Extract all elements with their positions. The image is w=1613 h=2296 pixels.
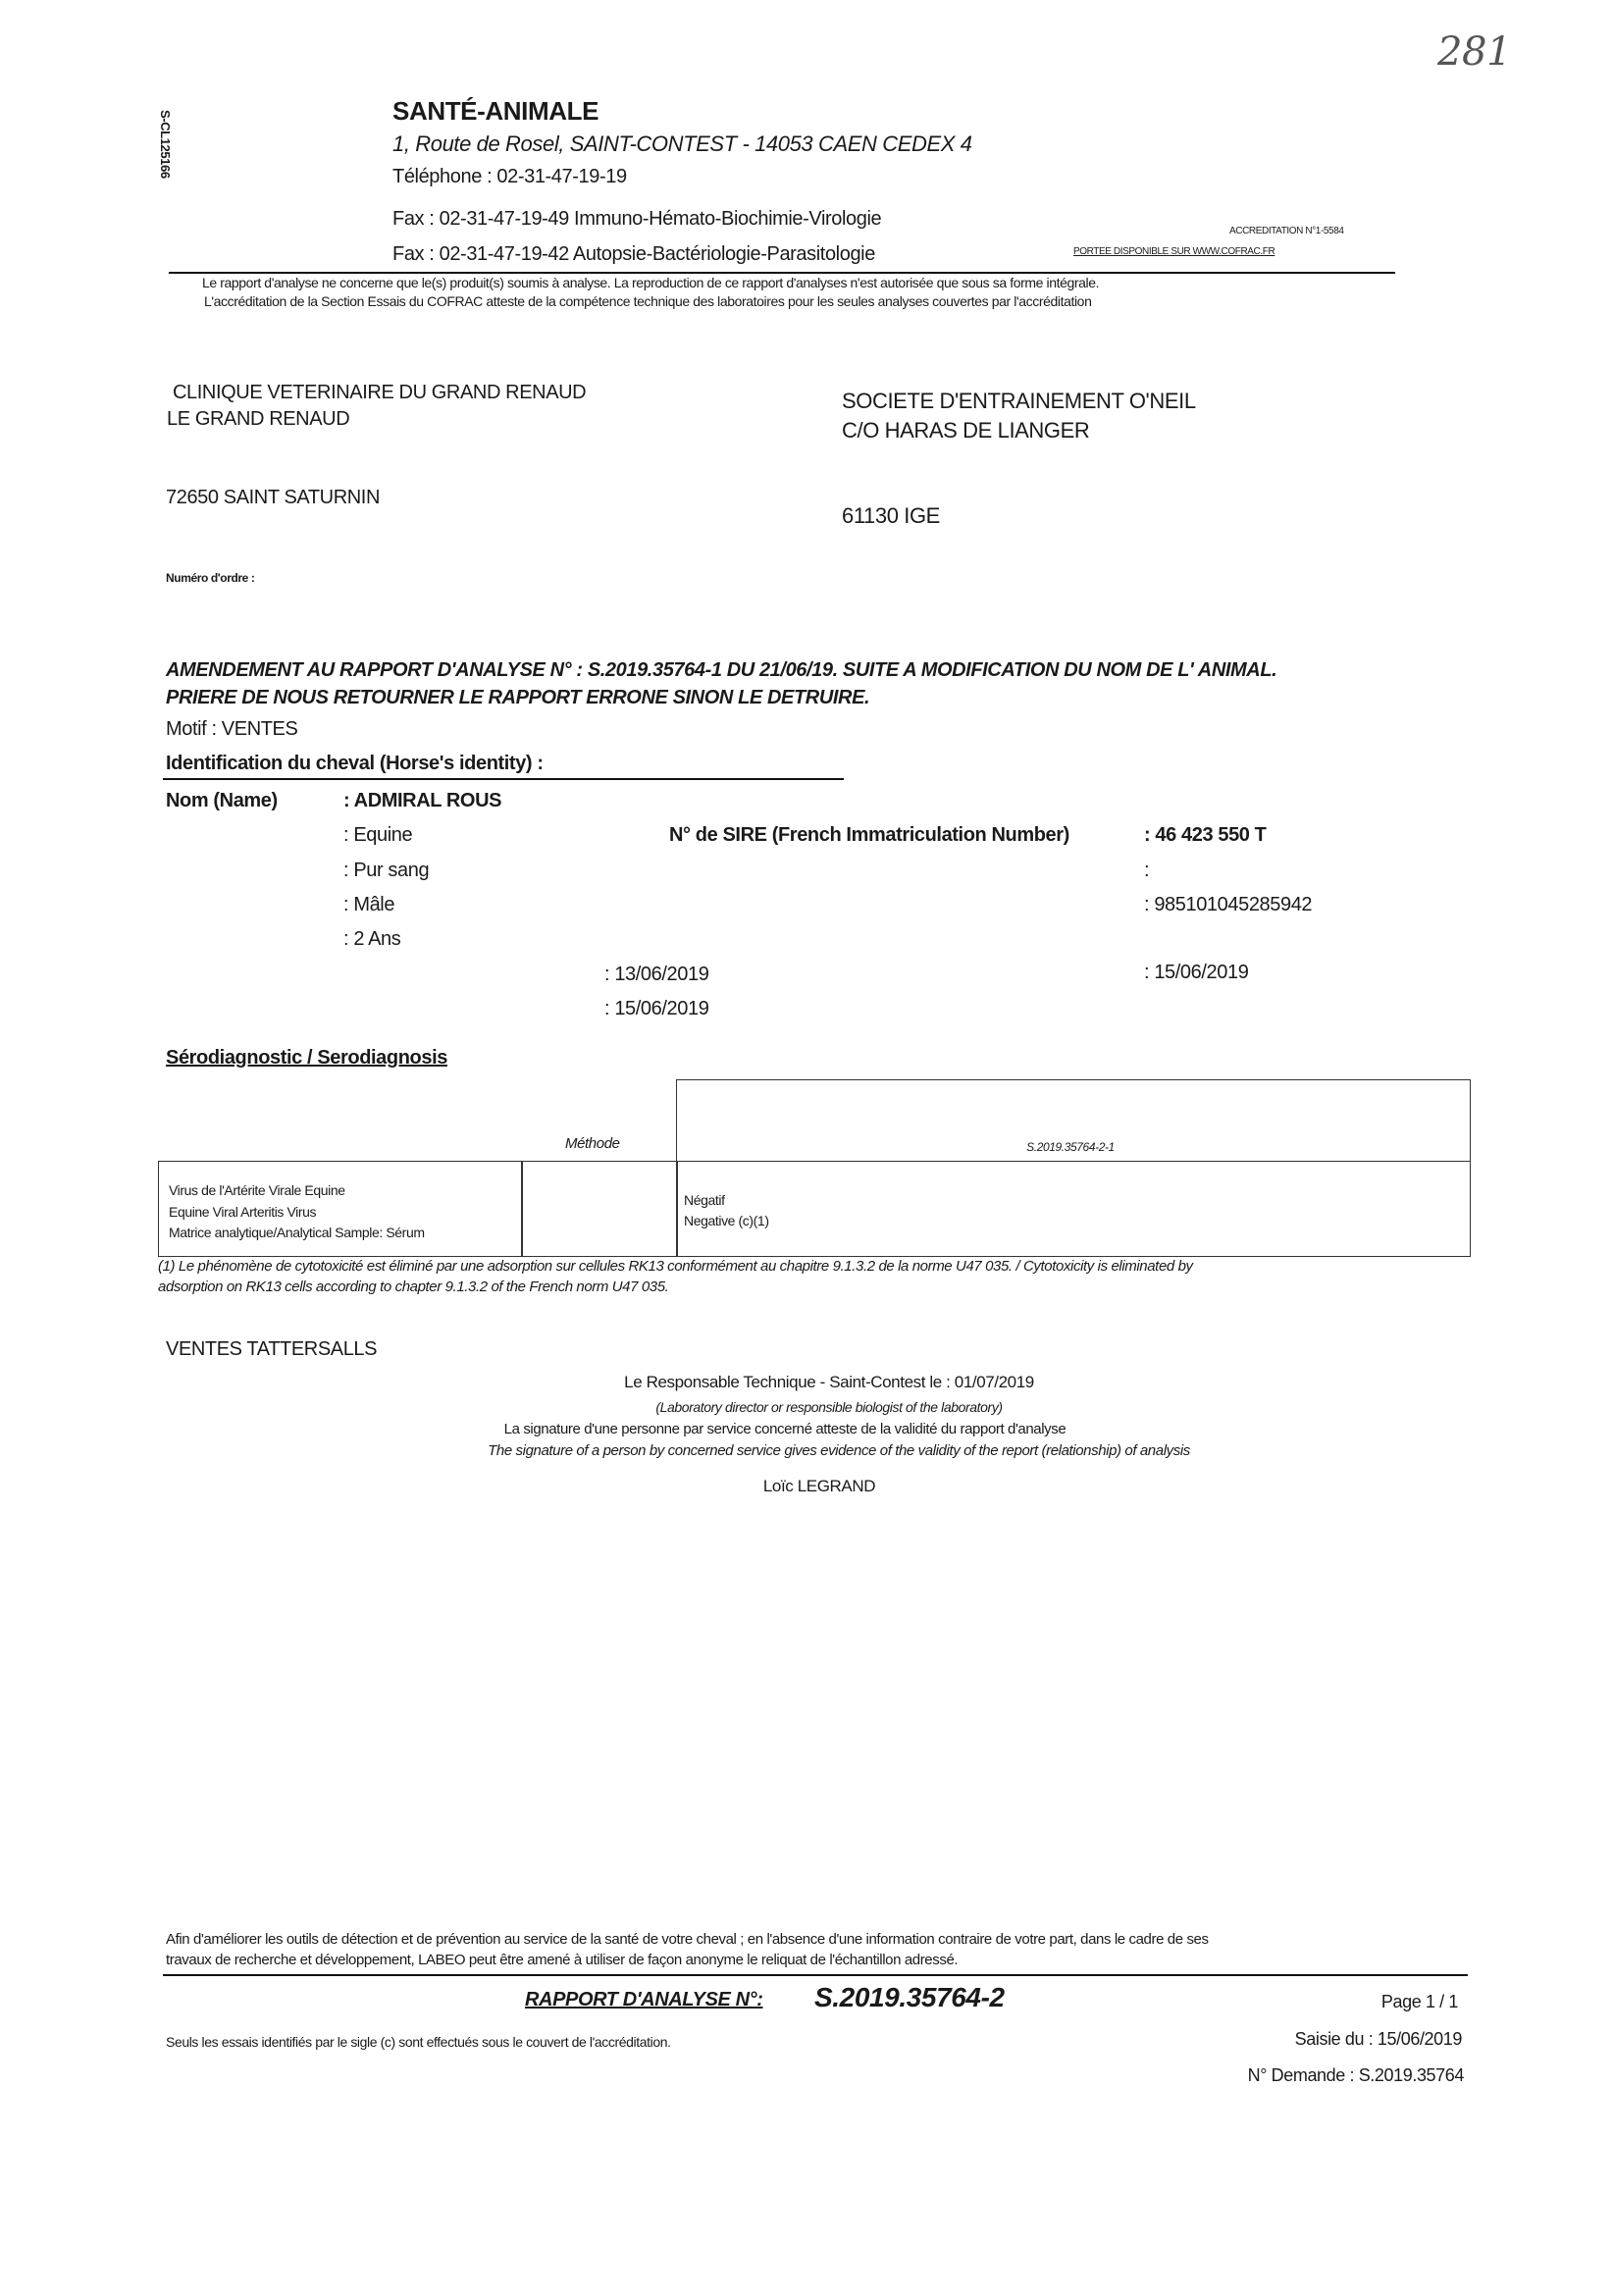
- footnote-line: (1) Le phénomène de cytotoxicité est éliminé par une adsorption sur cellules RK13 conformément au chapitre 9.1.3.2 de la norme U47 035. / Cytotoxicity is eliminated by: [158, 1258, 1193, 1275]
- sender-line-2: LE GRAND RENAUD: [167, 408, 350, 430]
- sender-line-1: CLINIQUE VETERINAIRE DU GRAND RENAUD: [173, 382, 587, 403]
- chip-number: : 985101045285942: [1144, 894, 1313, 915]
- report-label: RAPPORT D'ANALYSE N°:: [525, 1989, 763, 2010]
- breed-value: : Pur sang: [343, 860, 430, 881]
- signature-line-1: Le Responsable Technique - Saint-Contest le : 01/07/2019: [624, 1373, 1034, 1391]
- page-number: Page 1 / 1: [1380, 1992, 1458, 2011]
- signature-line-2: (Laboratory director or responsible biologist of the laboratory): [655, 1399, 1003, 1415]
- report-number: S.2019.35764-2: [814, 1982, 1005, 2012]
- lab-address: 1, Route de Rosel, SAINT-CONTEST - 14053 CAEN CEDEX 4: [392, 131, 972, 156]
- request-number: N° Demande : S.2019.35764: [1247, 2065, 1464, 2085]
- sender-city: 72650 SAINT SATURNIN: [166, 487, 381, 508]
- recipient-city: 61130 IGE: [842, 503, 940, 528]
- handwritten-page-mark: 281: [1437, 29, 1512, 75]
- date-value: : 13/06/2019: [604, 964, 709, 985]
- identity-heading: Identification du cheval (Horse's identity) :: [166, 753, 544, 774]
- result-line: Negative (c)(1): [684, 1213, 769, 1228]
- serology-heading: Sérodiagnostic / Serodiagnosis: [166, 1047, 447, 1069]
- name-label: Nom (Name): [166, 790, 278, 811]
- footer-notice-line: travaux de recherche et développement, LABEO peut être amené à utiliser de façon anonyme le reliquat de l'échantillon adressé.: [166, 1952, 959, 1968]
- result-cell: [676, 1161, 1471, 1257]
- sex-value: : Mâle: [343, 894, 395, 915]
- footnote-line: adsorption on RK13 cells according to chapter 9.1.3.2 of the French norm U47 035.: [158, 1278, 669, 1295]
- motif: Motif : VENTES: [166, 718, 298, 740]
- signature-line-4: The signature of a person by concerned service gives evidence of the validity of the report (relationship) of analysis: [488, 1442, 1190, 1459]
- saisie-date: Saisie du : 15/06/2019: [1294, 2029, 1462, 2049]
- footer-divider: [163, 1974, 1468, 1976]
- disclaimer-line: Le rapport d'analyse ne concerne que le(s) produit(s) soumis à analyse. La reproduction de ce rapport d'analyses n'est autorisée que sous sa forme intégrale.: [202, 275, 1100, 290]
- analyte-line: Matrice analytique/Analytical Sample: Sérum: [169, 1225, 425, 1240]
- identity-divider: [163, 778, 844, 780]
- header-divider: [169, 272, 1395, 274]
- age-value: : 2 Ans: [343, 928, 401, 950]
- date-right-value: : 15/06/2019: [1144, 962, 1249, 983]
- breed-right-value: :: [1144, 860, 1150, 881]
- lab-fax-2: Fax : 02-31-47-19-42 Autopsie-Bactériologie-Parasitologie: [392, 243, 875, 265]
- amendment-line-1: AMENDEMENT AU RAPPORT D'ANALYSE N° : S.2019.35764-1 DU 21/06/19. SUITE A MODIFICATION DU NOM DE L' ANIMAL.: [166, 659, 1277, 681]
- signatory-name: Loïc LEGRAND: [762, 1477, 876, 1495]
- disclaimer-line: L'accréditation de la Section Essais du COFRAC atteste de la compétence technique des laboratoires pour les seules analyses couvertes par l'accréditation: [204, 293, 1092, 309]
- analyte-line: Virus de l'Artérite Virale Equine: [169, 1182, 345, 1198]
- recipient-line-2: C/O HARAS DE LIANGER: [842, 418, 1090, 443]
- signature-line-3: La signature d'une personne par service concerné atteste de la validité du rapport d'analyse: [503, 1421, 1067, 1437]
- sire-label: N° de SIRE (French Immatriculation Number): [669, 824, 1069, 846]
- recipient-line-1: SOCIETE D'ENTRAINEMENT O'NEIL: [842, 389, 1196, 413]
- result-line: Négatif: [684, 1192, 725, 1208]
- analyte-line: Equine Viral Arteritis Virus: [169, 1204, 317, 1220]
- order-number-label: Numéro d'ordre :: [166, 571, 255, 585]
- species-value: : Equine: [343, 824, 413, 846]
- method-cell: [521, 1161, 678, 1257]
- sample-header: S.2019.35764-2-1: [1026, 1140, 1115, 1154]
- cofrac-scope-link: PORTEE DISPONIBLE SUR WWW.COFRAC.FR: [1073, 246, 1275, 257]
- amendment-line-2: PRIERE DE NOUS RETOURNER LE RAPPORT ERRONE SINON LE DETRUIRE.: [166, 687, 870, 708]
- comment: VENTES TATTERSALLS: [166, 1338, 378, 1360]
- lab-phone: Téléphone : 02-31-47-19-19: [392, 166, 627, 187]
- method-header: Méthode: [565, 1135, 620, 1152]
- lab-name: SANTÉ-ANIMALE: [392, 96, 599, 126]
- date-value-2: : 15/06/2019: [604, 998, 709, 1019]
- name-value: : ADMIRAL ROUS: [343, 790, 502, 811]
- accreditation-note: Seuls les essais identifiés par le sigle (c) sont effectués sous le couvert de l'accréditation.: [166, 2034, 671, 2050]
- side-code: S-CL125166: [158, 110, 173, 179]
- lab-fax-1: Fax : 02-31-47-19-49 Immuno-Hémato-Biochimie-Virologie: [392, 208, 882, 230]
- footer-notice-line: Afin d'améliorer les outils de détection et de prévention au service de la santé de votre cheval ; en l'absence d'une information contraire de votre part, dans le cadre de ses: [166, 1931, 1209, 1948]
- sire-value: : 46 423 550 T: [1144, 824, 1267, 846]
- accreditation-number: ACCREDITATION N°1-5584: [1229, 226, 1344, 236]
